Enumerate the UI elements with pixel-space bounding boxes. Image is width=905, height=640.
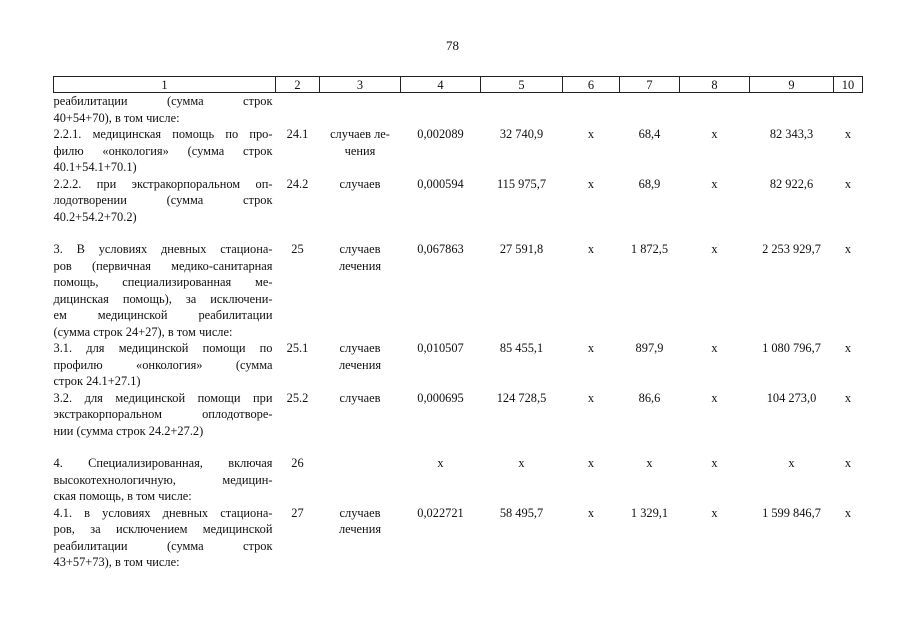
row-label-line: реабилитации (сумма строк bbox=[53, 94, 273, 108]
value-cell-c9 bbox=[750, 93, 834, 127]
value-cell-c9: 2 253 929,7 bbox=[762, 242, 821, 256]
row-label-line: реабилитации (сумма строк bbox=[53, 538, 273, 553]
row-label-line: дицинская помощь), за исключени- bbox=[53, 291, 273, 306]
column-number-row bbox=[54, 77, 863, 93]
value-cell-c10: х bbox=[844, 390, 852, 405]
row-label-cell bbox=[54, 241, 276, 340]
value-cell-c9: х bbox=[788, 456, 795, 470]
row-label-line: 2.2.1. медицинская помощь по про- bbox=[53, 127, 273, 141]
value-cell-c9: 1 599 846,7 bbox=[762, 505, 821, 520]
value-cell-c6: х bbox=[587, 127, 595, 141]
value-cell-c7 bbox=[620, 93, 680, 127]
value-cell-c5: 27 591,8 bbox=[499, 242, 544, 256]
row-label-cell bbox=[54, 126, 276, 176]
table-row bbox=[54, 241, 863, 340]
value-cell-c9: 82 343,3 bbox=[769, 127, 814, 141]
row-label-line: 43+57+73), в том числе: bbox=[53, 555, 180, 569]
row-label-line: лодотворении (сумма строк bbox=[53, 193, 273, 207]
row-code-cell: 26 bbox=[291, 456, 304, 470]
table-row bbox=[54, 455, 863, 505]
value-cell-c10: х bbox=[844, 242, 852, 256]
column-header: 7 bbox=[620, 77, 680, 93]
value-cell-c4: 0,000695 bbox=[417, 390, 464, 405]
value-cell-c4 bbox=[401, 93, 481, 127]
row-code-cell: 24.1 bbox=[286, 127, 309, 141]
unit-line: лечения bbox=[338, 258, 382, 273]
row-label-line: 4. Специализированная, включая bbox=[53, 456, 273, 470]
column-header: 9 bbox=[750, 77, 834, 93]
value-cell-c6: х bbox=[587, 242, 595, 256]
value-cell-c8: х bbox=[711, 390, 718, 405]
value-cell-c6: х bbox=[587, 176, 595, 191]
row-label-line: помощь, специализированная ме- bbox=[53, 275, 273, 289]
data-table bbox=[53, 76, 863, 571]
value-cell-c7: 1 872,5 bbox=[630, 242, 669, 256]
table-row bbox=[54, 126, 863, 176]
value-cell-c7: 1 329,1 bbox=[630, 505, 669, 520]
row-label-line: нии (сумма строк 24.2+27.2) bbox=[53, 423, 204, 438]
value-cell-c5: х bbox=[518, 456, 525, 470]
row-label-cell bbox=[54, 455, 276, 505]
value-cell-c8: х bbox=[711, 456, 718, 470]
value-cell-c5: 58 495,7 bbox=[499, 505, 544, 520]
column-header: 10 bbox=[834, 77, 863, 93]
table-body bbox=[54, 93, 863, 571]
value-cell-c7: 68,9 bbox=[638, 176, 661, 191]
row-code-cell: 24.2 bbox=[286, 176, 309, 191]
row-label-line: ров, за исключением медицинской bbox=[53, 522, 273, 536]
unit-line: случаев bbox=[339, 390, 381, 405]
table-row bbox=[54, 176, 863, 226]
value-cell-c8: х bbox=[711, 505, 718, 520]
value-cell-c8: х bbox=[711, 127, 718, 141]
row-code-cell: 27 bbox=[291, 505, 304, 520]
row-code-cell: 25 bbox=[291, 242, 304, 256]
value-cell-c8 bbox=[680, 93, 750, 127]
row-label-line: 40.1+54.1+70.1) bbox=[53, 160, 137, 174]
row-label-line: филю «онкология» (сумма строк bbox=[53, 143, 273, 158]
column-header: 1 bbox=[54, 77, 276, 93]
row-label-cell bbox=[54, 340, 276, 390]
value-cell-c5: 124 728,5 bbox=[496, 390, 547, 405]
value-cell-c10 bbox=[834, 93, 863, 127]
value-cell-c6: х bbox=[587, 341, 595, 355]
table-row bbox=[54, 390, 863, 440]
unit-line: случаев bbox=[339, 176, 381, 191]
column-header: 2 bbox=[276, 77, 320, 93]
value-cell-c4: 0,010507 bbox=[417, 341, 464, 355]
row-label-line: строк 24.1+27.1) bbox=[53, 374, 141, 388]
row-code-cell: 25.2 bbox=[286, 390, 309, 405]
value-cell-c8: х bbox=[711, 341, 718, 355]
row-code-cell: 25.1 bbox=[286, 341, 309, 355]
column-header: 8 bbox=[680, 77, 750, 93]
unit-cell bbox=[320, 390, 401, 440]
row-label-line: высокотехнологичную, медицин- bbox=[53, 472, 273, 487]
spacer-row bbox=[54, 225, 863, 241]
value-cell-c8: х bbox=[711, 242, 718, 256]
row-label-line: 3. В условиях дневных стациона- bbox=[53, 242, 273, 256]
row-label-line: 3.2. для медицинской помощи при bbox=[53, 390, 273, 405]
value-cell-c10: х bbox=[844, 176, 852, 191]
value-cell-c10: х bbox=[844, 505, 852, 520]
row-label-cell bbox=[54, 93, 276, 127]
row-label-line: 4.1. в условиях дневных стациона- bbox=[53, 505, 273, 520]
unit-line: случаев bbox=[339, 242, 381, 256]
table-row bbox=[54, 93, 863, 127]
value-cell-c8: х bbox=[711, 176, 718, 191]
value-cell-c10: х bbox=[844, 127, 852, 141]
value-cell-c5: 85 455,1 bbox=[499, 341, 544, 355]
unit-cell bbox=[320, 340, 401, 390]
unit-line: случаев bbox=[339, 505, 381, 520]
unit-cell bbox=[320, 505, 401, 571]
table-row bbox=[54, 340, 863, 390]
unit-line: чения bbox=[344, 143, 376, 158]
page-number: 78 bbox=[446, 38, 459, 53]
column-header: 4 bbox=[401, 77, 481, 93]
row-label-line: ров (первичная медико-санитарная bbox=[53, 258, 273, 273]
unit-cell bbox=[320, 126, 401, 176]
unit-cell bbox=[320, 176, 401, 226]
value-cell-c6: х bbox=[587, 505, 595, 520]
row-label-cell bbox=[54, 176, 276, 226]
value-cell-c9: 1 080 796,7 bbox=[762, 341, 821, 355]
unit-line: лечения bbox=[338, 522, 382, 536]
value-cell-c6: х bbox=[587, 456, 595, 470]
value-cell-c4: 0,002089 bbox=[417, 127, 464, 141]
value-cell-c9: 82 922,6 bbox=[769, 176, 814, 191]
row-label-line: ем медицинской реабилитации bbox=[53, 308, 273, 322]
column-header: 3 bbox=[320, 77, 401, 93]
unit-cell bbox=[320, 455, 401, 505]
value-cell-c4: х bbox=[437, 456, 444, 470]
spacer-row bbox=[54, 439, 863, 455]
value-cell-c10: х bbox=[844, 456, 852, 470]
row-code-cell bbox=[276, 93, 320, 127]
row-label-line: ская помощь, в том числе: bbox=[53, 489, 192, 503]
value-cell-c7: 897,9 bbox=[635, 341, 664, 355]
value-cell-c4: 0,022721 bbox=[417, 505, 464, 520]
unit-cell bbox=[320, 93, 401, 127]
row-label-line: профилю «онкология» (сумма bbox=[53, 357, 273, 372]
row-label-line: (сумма строк 24+27), в том числе: bbox=[53, 324, 233, 339]
spacer-cell bbox=[54, 225, 863, 241]
row-label-cell bbox=[54, 390, 276, 440]
column-header: 6 bbox=[563, 77, 620, 93]
column-header: 5 bbox=[481, 77, 563, 93]
row-label-line: экстракорпоральном оплодотворе- bbox=[53, 407, 273, 421]
unit-cell bbox=[320, 241, 401, 340]
row-label-line: 2.2.2. при экстракорпоральном оп- bbox=[53, 176, 273, 191]
row-label-cell bbox=[54, 505, 276, 571]
table-header bbox=[54, 77, 863, 93]
value-cell-c7: х bbox=[646, 456, 653, 470]
unit-line: случаев ле- bbox=[330, 127, 390, 141]
row-label-line: 3.1. для медицинской помощи по bbox=[53, 341, 273, 355]
spacer-cell bbox=[54, 439, 863, 455]
value-cell-c7: 68,4 bbox=[638, 127, 661, 141]
value-cell-c6 bbox=[563, 93, 620, 127]
value-cell-c5: 32 740,9 bbox=[499, 127, 544, 141]
row-label-line: 40.2+54.2+70.2) bbox=[53, 209, 137, 224]
value-cell-c4: 0,067863 bbox=[417, 242, 464, 256]
value-cell-c5: 115 975,7 bbox=[496, 176, 547, 191]
unit-line: лечения bbox=[338, 357, 382, 372]
value-cell-c9: 104 273,0 bbox=[766, 390, 817, 405]
value-cell-c10: х bbox=[844, 341, 852, 355]
table-row bbox=[54, 505, 863, 571]
value-cell-c7: 86,6 bbox=[638, 390, 661, 405]
row-label-line: 40+54+70), в том числе: bbox=[53, 110, 180, 125]
value-cell-c5 bbox=[481, 93, 563, 127]
value-cell-c6: х bbox=[587, 390, 595, 405]
unit-line: случаев bbox=[339, 341, 381, 355]
value-cell-c4: 0,000594 bbox=[417, 176, 464, 191]
